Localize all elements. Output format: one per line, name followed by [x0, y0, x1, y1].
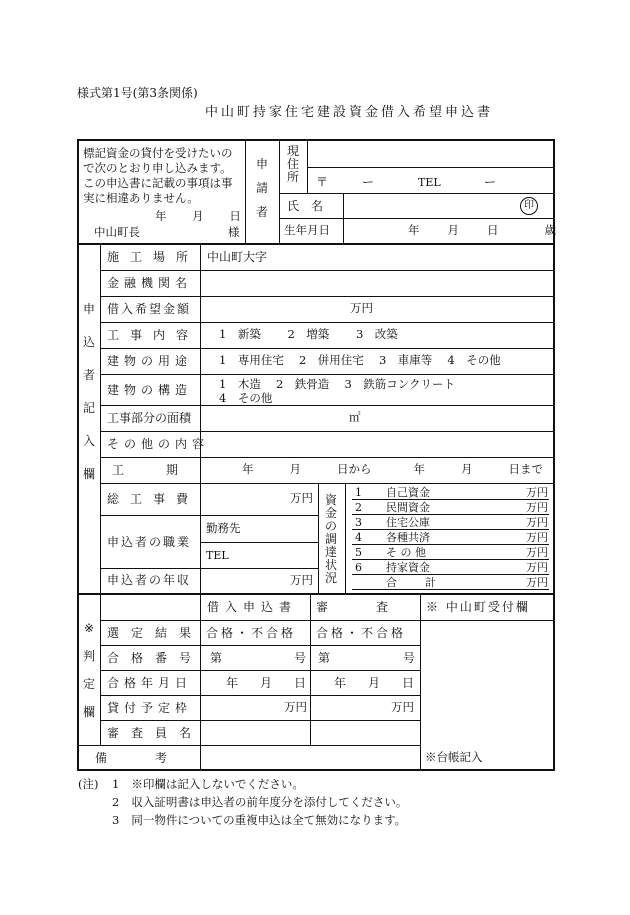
row-label-other: その他の内容: [107, 437, 210, 451]
address-label: 現 住 所: [286, 144, 299, 184]
funding-label: 資 金 の 調 達 状 況: [324, 493, 337, 585]
funding-unit[interactable]: 万円: [526, 561, 548, 574]
row-value-site[interactable]: 中山町大字: [207, 250, 268, 264]
seal-icon: 印: [520, 197, 538, 215]
row-label-structure: 建物の構造: [107, 383, 193, 397]
intro-text: 標記資金の貸付を受けたいの で次のとおり申し込みます。 この申込書に記載の事項は事 実に相違ありません。: [83, 146, 233, 205]
funding-num: 1: [355, 486, 362, 499]
row-label-occupation: 申込者の職業: [107, 535, 192, 549]
note-item: 2 収入証明書は申込者の前年度分を添付してください。: [112, 795, 408, 809]
row-label-examiner: 審査員名: [107, 726, 204, 740]
review-result[interactable]: 合格・不合格: [316, 626, 407, 640]
review-limit-unit[interactable]: 万円: [391, 700, 414, 714]
funding-num: 3: [355, 516, 362, 529]
col-loan: 借入申込書: [207, 600, 298, 614]
row-label-site: 施工場所: [107, 250, 200, 264]
tel-dash: ー: [484, 175, 497, 189]
row-value-total-cost[interactable]: 万円: [290, 491, 313, 505]
funding-name: そ の 他: [386, 546, 426, 559]
address-input[interactable]: [308, 141, 553, 167]
row-label-number: 合格番号: [107, 651, 204, 665]
row-value-income[interactable]: 万円: [290, 573, 313, 587]
row-label-area: 工事部分の面積: [107, 411, 192, 425]
funding-unit[interactable]: 万円: [526, 501, 548, 514]
remarks-label: 備 考: [95, 751, 168, 765]
funding-num: 6: [355, 561, 362, 574]
col-reception: ※ 中山町受付欄: [426, 600, 530, 614]
col-review: 審 査: [316, 600, 389, 614]
name-label: 氏 名: [287, 199, 324, 213]
row-label-result: 選定結果: [107, 626, 204, 640]
occupation-tel[interactable]: TEL: [206, 549, 229, 562]
row-label-period: 工 期: [112, 463, 185, 477]
tel-label: TEL: [418, 176, 441, 189]
funding-unit[interactable]: 万円: [526, 546, 548, 559]
intro-date: 年 月 日: [155, 209, 241, 223]
row-value-other[interactable]: [201, 432, 553, 457]
loan-limit-unit[interactable]: 万円: [284, 700, 307, 714]
section-applicant-label: 申 込 者 記 入 欄: [82, 302, 95, 481]
row-label-bank: 金融機関名: [107, 276, 193, 290]
review-number-suffix: 号: [403, 651, 416, 665]
occupation-workplace[interactable]: 勤務先: [206, 521, 241, 535]
funding-unit[interactable]: 万円: [526, 531, 548, 544]
name-input[interactable]: [344, 194, 514, 218]
funding-name: 持家資金: [386, 561, 430, 574]
row-label-amount: 借入希望金額: [107, 302, 192, 316]
row-value-work[interactable]: 1 新築 2 増築 3 改築: [219, 327, 398, 341]
addressee: 中山町長: [94, 225, 140, 239]
loan-result[interactable]: 合格・不合格: [206, 626, 297, 640]
funding-total-unit[interactable]: 万円: [526, 576, 548, 589]
remarks-input[interactable]: [201, 746, 420, 769]
row-value-use[interactable]: 1 専用住宅 2 併用住宅 3 車庫等 4 その他: [219, 353, 501, 367]
row-value-structure[interactable]: 1 木造 2 鉄骨造 3 鉄筋コンクリート 4 その他: [219, 377, 456, 405]
funding-unit[interactable]: 万円: [526, 516, 548, 529]
funding-name: 住宅公庫: [386, 516, 430, 529]
funding-name: 自己資金: [386, 486, 430, 499]
ledger-note: ※台帳記入: [425, 750, 483, 764]
review-pass-date[interactable]: 年 月 日: [334, 676, 415, 690]
row-value-amount[interactable]: 万円: [350, 301, 373, 315]
funding-name: 民間資金: [386, 501, 430, 514]
loan-pass-date[interactable]: 年 月 日: [226, 676, 307, 690]
judgement-label: ※ 判 定 欄: [82, 621, 95, 719]
funding-num: 5: [355, 546, 362, 559]
row-label-loan-limit: 貸付予定枠: [107, 701, 193, 715]
row-value-bank[interactable]: [201, 271, 553, 296]
funding-num: 2: [355, 501, 362, 514]
note-item: 3 同一物件についての重複申込は全て無効になります。: [112, 813, 407, 827]
page-title: 中山町持家住宅建設資金借入希望申込書: [205, 105, 494, 120]
row-label-pass-date: 合格年月日: [107, 676, 193, 690]
loan-number-suffix: 号: [294, 651, 307, 665]
birth-label: 生年月日: [284, 223, 330, 237]
row-label-work: 工事内容: [107, 328, 200, 342]
honorific: 様: [228, 225, 240, 239]
birth-date: 年 月 日 歳: [408, 223, 556, 237]
row-value-period[interactable]: 年 月 日から 年 月 日まで: [242, 462, 543, 476]
form-number: 様式第1号(第3条関係): [77, 86, 198, 100]
funding-num: 4: [355, 531, 362, 544]
funding-unit[interactable]: 万円: [526, 486, 548, 499]
notes-prefix: (注): [78, 777, 99, 791]
applicant-label: 申 請 者: [255, 157, 268, 219]
note-item: 1 ※印欄は記入しないでください。: [112, 777, 304, 791]
row-value-area[interactable]: ㎡: [349, 410, 361, 424]
loan-number-prefix: 第: [210, 651, 223, 665]
funding-total-label: 合 計: [386, 576, 438, 589]
postal-mark: 〒: [316, 175, 329, 189]
row-label-use: 建物の用途: [107, 354, 193, 368]
row-label-total-cost: 総工事費: [107, 492, 200, 506]
review-number-prefix: 第: [318, 651, 331, 665]
row-label-income: 申込者の年収: [107, 573, 192, 587]
postal-dash: ー: [362, 175, 375, 189]
funding-name: 各種共済: [386, 531, 430, 544]
